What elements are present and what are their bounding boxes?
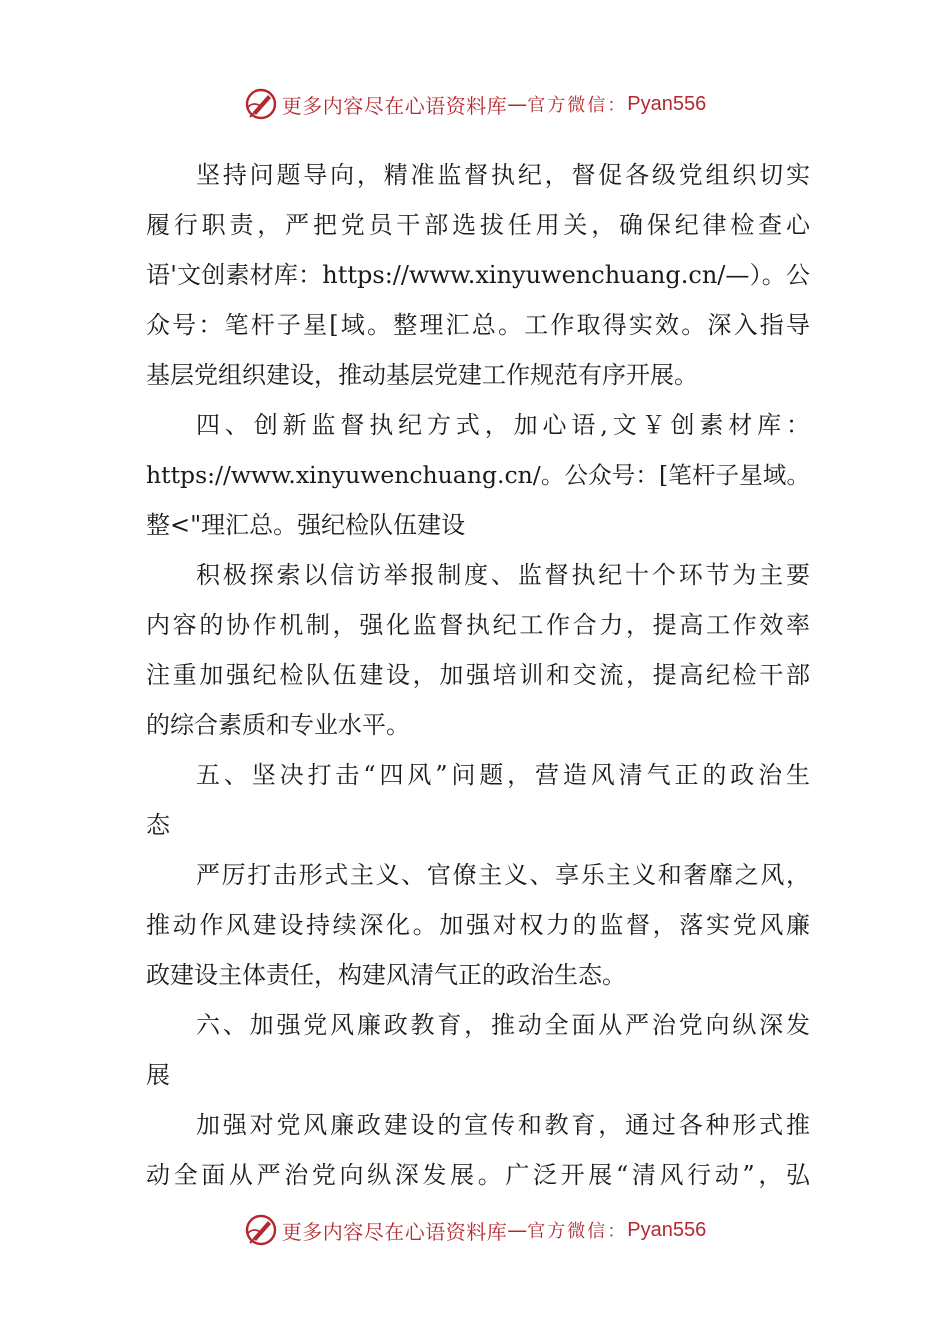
pen-circle-logo-icon [244, 1213, 278, 1247]
text-line: 众号：笔杆子星[域。整理汇总。工作取得实效。深入指导 [146, 311, 810, 339]
text-line: 坚持问题导向，精准监督执纪，督促各级党组织切实 [196, 161, 810, 189]
banner-dash: — [507, 1218, 528, 1242]
banner-dash: — [507, 92, 528, 116]
banner-main-text: 更多内容尽在心语资料库 [281, 93, 508, 118]
text-line: 展 [146, 1061, 170, 1089]
text-line: 基层党组织建设，推动基层党建工作规范有序开展。 [146, 361, 698, 389]
banner-wechat-label: 官方微信： [527, 95, 628, 116]
text-line: 态 [146, 811, 170, 839]
footer-watermark-banner [0, 1212, 950, 1248]
text-line: https://www.xinyuwenchuang.cn/。公众号：[笔杆子星域。 [146, 461, 810, 489]
text-line: 政建设主体责任，构建风清气正的政治生态。 [146, 961, 626, 989]
text-line: 的综合素质和专业水平。 [146, 711, 410, 739]
text-line: 内容的协作机制，强化监督执纪工作合力，提高工作效率 [146, 611, 810, 639]
section-heading-5: 五、坚决打击“四风”问题，营造风清气正的政治生 [196, 761, 810, 789]
text-line: 语'文创素材库：https://www.xinyuwenchuang.cn/—）。公 [146, 261, 810, 289]
text-line: 严厉打击形式主义、官僚主义、享乐主义和奢靡之风， [196, 861, 810, 889]
section-heading-6: 六、加强党风廉政教育，推动全面从严治党向纵深发 [196, 1011, 810, 1039]
banner-main-text: 更多内容尽在心语资料库 [281, 1219, 508, 1244]
text-line: 履行职责，严把党员干部选拔任用关，确保纪律检查心 [146, 211, 810, 239]
text-line: 加强对党风廉政建设的宣传和教育，通过各种形式推 [196, 1111, 810, 1139]
text-line: 积极探索以信访举报制度、监督执纪十个环节为主要 [196, 561, 810, 589]
banner-wechat-id: Pyan556 [627, 92, 707, 115]
banner-wechat-id: Pyan556 [627, 1218, 707, 1241]
text-line: 注重加强纪检队伍建设，加强培训和交流，提高纪检干部 [146, 661, 810, 689]
header-watermark-banner [0, 86, 950, 122]
text-line: 整<"理汇总。强纪检队伍建设 [146, 511, 466, 539]
pen-circle-logo-icon [244, 87, 278, 121]
banner-wechat-label: 官方微信： [527, 1221, 628, 1242]
text-line: 推动作风建设持续深化。加强对权力的监督，落实党风廉 [146, 911, 810, 939]
section-heading-4: 四、创新监督执纪方式，加心语,文￥创素材库： [196, 411, 810, 439]
text-line: 动全面从严治党向纵深发展。广泛开展“清风行动”，弘 [146, 1161, 810, 1189]
document-body [146, 150, 810, 1200]
